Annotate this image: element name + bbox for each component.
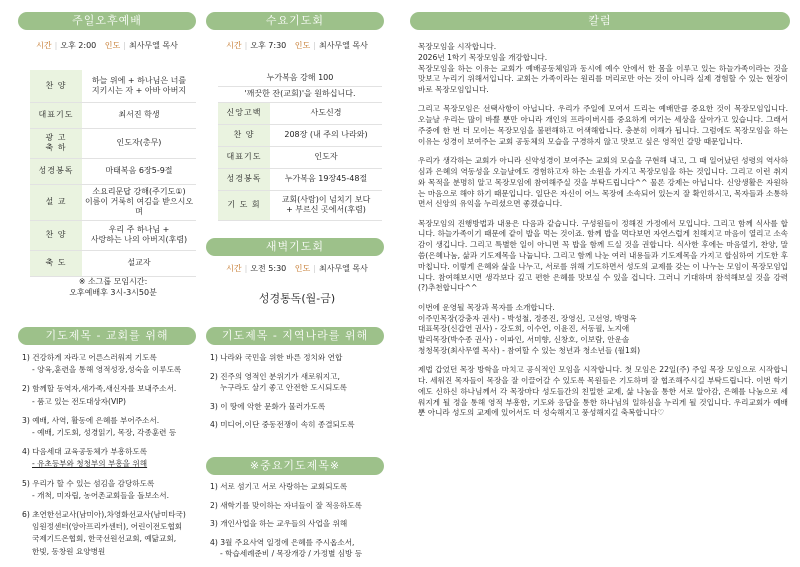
wednesday-row-value: 교회(사람)이 넘치기 보다 + 부르신 곳에서(후렴): [270, 190, 382, 220]
prayer-church-line: 5) 우리가 할 수 있는 섬김을 감당하도록: [22, 478, 155, 488]
wednesday-row-label: 찬 양: [218, 124, 270, 146]
prayer-main-item: [210, 518, 396, 530]
wednesday-row: [218, 102, 382, 124]
sunday-row-value: 소요리문답 강해(주기도①) 이름이 거룩히 여김을 받으시오며: [82, 184, 196, 220]
sunday-row: [30, 250, 196, 276]
wednesday-row: [218, 168, 382, 190]
sunday-header: 주일오후예배: [18, 12, 196, 30]
sunday-row: [30, 128, 196, 158]
prayer-church-line: 임원정센터(앙아프리카센터), 어린이전도협회: [32, 522, 183, 532]
dawn-header: 새벽기도회: [206, 238, 384, 256]
wednesday-row-label: 성경봉독: [218, 168, 270, 190]
sunday-row: [30, 184, 196, 220]
dawn-time-leader: 시간 | 오전 5:30 인도 | 최사무엘 목사: [226, 264, 368, 273]
prayer-church-line: 6) 초연한선교사(남미아),차영화선교사(남미타국): [22, 510, 186, 520]
prayer-main-header: ※중요기도제목※: [206, 457, 384, 475]
prayer-church-item: [22, 478, 210, 502]
wednesday-row-label: 기 도 회: [218, 190, 270, 220]
prayer-church-item: [22, 352, 210, 376]
wednesday-row-label: 신앙고백: [218, 102, 270, 124]
sunday-row-label: 광 고 축 하: [30, 128, 82, 158]
prayer-region-line: 누구라도 살기 좋고 안전한 도시되도록: [220, 383, 348, 392]
sunday-row-label: 축 도: [30, 250, 82, 276]
prayer-region-header: 기도제목 - 지역나라를 위해: [206, 327, 384, 345]
sunday-row-value: 마태복음 6장5-9절: [82, 158, 196, 184]
column-paragraph: 목장모임을 시작합니다. 2026년 1학기 목장모임을 개강합니다. 목장모임을 하는 이유는 교회가 예배공동체임과 동시에 예수 안에서 한 몸을 이루고 있는 하늘가족이라는 것을 맛보고 누리기 위해서입니다. 교회는 가족이라는 원리를 머리로만 아는 것이 아니라 실제 경험할 수 있는 현장이 바로 목장모임입니다.: [418, 42, 788, 95]
column-paragraph: 우리가 생각하는 교회가 아니라 신약성경이 보여주는 교회의 모습을 구현해 내고, 그 때 일어났던 성령의 역사하심과 은혜의 역동성을 오늘날에도 경험하고자 하는 소원을 가지고 목장모임을 하는 것입니다. 그리고 이런 취지와 목적을 분명히 알고 목장모임에 참여해주실 것을 부탁드립니다^^ 물론 강제는 아닙니다. 신앙생활은 자원하는 마음으로 해야 하기 때문입니다. 일단은 자신이 어느 목장에 소속되어 있는지 잘 확인하시고, 목자들과 소통하면서 신앙의 유익을 누리셨으면 좋겠습니다.: [418, 156, 788, 209]
sunday-row-label: 찬 양: [30, 70, 82, 102]
prayer-region-item: [210, 401, 396, 413]
prayer-church-item: [22, 415, 210, 439]
prayer-church-line: 국제기드온협회, 한국선원선교회, 예닮교회,: [32, 534, 177, 544]
sunday-row-label: 찬 양: [30, 220, 82, 250]
prayer-main-line: - 학습세례준비 / 목장개강 / 가정별 심방 등: [220, 549, 363, 558]
column-paragraph: 이번에 운영될 목장과 목자를 소개합니다. 이주민목장(강충자 권사) - 박성철, 정종진, 장영신, 고선영, 박명옥 대표목장(신갑연 권사) - 강도희, 이수연, 이윤진, 서동필, 노지애 발리목장(박수종 권사) - 이파인, 서미향, 신창호, 이보람, 안운솔 청청목장(최사무엘 목사) - 참여할 수 있는 청년과 청소년들 (월1회): [418, 302, 641, 355]
sunday-row: [30, 220, 196, 250]
sunday-order-table: [30, 70, 196, 277]
sunday-row: [30, 102, 196, 128]
prayer-region-line: 4) 미디어,이단 중동전쟁이 속히 종결되도록: [210, 420, 355, 429]
wednesday-time-leader: 시간 | 오후 7:30 인도 | 최사무엘 목사: [226, 41, 368, 50]
column-header: 칼럼: [410, 12, 790, 30]
prayer-main-line: 3) 개인사업을 하는 교우들의 사업을 위해: [210, 519, 348, 528]
prayer-main-line: 4) 3월 주요사역 일정에 은혜를 주시옵소서,: [210, 537, 355, 547]
wednesday-row: [218, 124, 382, 146]
sunday-time-leader: 시간 | 오후 2:00 인도 | 최사무엘 목사: [36, 41, 178, 50]
wednesday-row-value: 208장 (내 주의 나라와): [270, 124, 382, 146]
sunday-smallgroup-note: ※ 소그룹 모임시간: 오후예배후 3시-3시50분: [69, 277, 157, 297]
prayer-region-item: [210, 352, 396, 364]
prayer-church-line: - 개척, 미자립, 농어촌교회들을 돌보소서.: [32, 490, 170, 500]
prayer-main-item: [210, 481, 396, 493]
sunday-row-label: 설 교: [30, 184, 82, 220]
sunday-row-label: 성경봉독: [30, 158, 82, 184]
prayer-church-list: [22, 352, 210, 565]
sunday-row-value: 최서진 학생: [82, 102, 196, 128]
prayer-region-line: 1) 나라와 국민을 위한 바른 정치와 연합: [210, 353, 343, 362]
wednesday-reading-subtitle: '깨끗한 잔(교회)'을 원하십니다.: [218, 86, 382, 102]
sunday-row-value: 설교자: [82, 250, 196, 276]
prayer-church-header: 기도제목 - 교회를 위해: [18, 327, 196, 345]
dawn-content: 성경통독(월-금): [258, 292, 336, 305]
prayer-main-line: 1) 서로 섬기고 서로 사랑하는 교회되도록: [210, 482, 348, 491]
wednesday-row: [218, 190, 382, 220]
column-paragraph: 제법 갑었던 목장 방학을 마치고 공식적인 모임을 시작합니다. 첫 모임은 22일(주) 주일 목장 모임으로 시작합니다. 세워진 목자들이 목장을 잘 이끌어갈 수 있도록 목원들은 기도하며 잘 협조해주시길 부탁드립니다. 이번 학기에도 신하신 하나님께서 각 목장마다 성도들간의 친밀한 교제, 삶 나눔을 통한 서로 알아감, 은혜를 나눔으로 세워지게 될 정을 통해 영적 부흥함, 기도와 응답을 통한 하나님의 일하심을 누리게 될 것입니다. 우리교회가 예배뿐 아니라 성도의 교제에 있어서도 더 성숙해지고 풍성해지길 축복합니다♡: [418, 365, 788, 418]
prayer-region-line: 2) 진주의 영적인 분위기가 새로워지고,: [210, 371, 340, 381]
prayer-church-line: 4) 다음세대 교육공동체가 부흥하도록: [22, 447, 148, 457]
prayer-region-item: [210, 419, 396, 431]
prayer-region-line: 3) 이 땅에 악한 문화가 물러가도록: [210, 401, 326, 411]
wednesday-order-table: [218, 70, 382, 221]
prayer-church-line: 2) 함께할 동역자,새가족,새신자를 보내주소서.: [22, 384, 177, 394]
prayer-church-line: - 품고 있는 전도대상자(VIP): [32, 396, 126, 406]
sunday-row: [30, 70, 196, 102]
prayer-main-line: 2) 새학기를 맞이하는 자녀들이 잘 적응하도록: [210, 500, 362, 510]
prayer-region-item: [210, 371, 396, 394]
prayer-main-item: [210, 537, 396, 560]
prayer-church-line: - 양육,훈련을 통해 영적성장,성숙을 이루도록: [32, 365, 182, 375]
wednesday-row-label: 대표기도: [218, 146, 270, 168]
prayer-church-item: [22, 509, 210, 558]
sunday-row: [30, 158, 196, 184]
wednesday-row-value: 사도신경: [270, 102, 382, 124]
wednesday-reading-title: 누가복음 강해 100: [218, 70, 382, 86]
prayer-church-line: - 유초등부와 청청부의 부흥을 위해: [32, 459, 148, 469]
prayer-church-line: 1) 건강하게 자라고 어른스러워져 기도록: [22, 353, 157, 362]
sunday-row-value: 우리 주 하나님 + 사랑하는 나의 아버지(후렴): [82, 220, 196, 250]
sunday-row-value: 하늘 위에 + 하나님은 너를 지키시는 자 + 아바 아버지: [82, 70, 196, 102]
prayer-church-item: [22, 446, 210, 470]
prayer-main-list: [210, 481, 396, 567]
wednesday-row-value: 누가복음 19장45-48절: [270, 168, 382, 190]
wednesday-row-value: 인도자: [270, 146, 382, 168]
wednesday-row: [218, 146, 382, 168]
column-paragraph: 그리고 목장모임은 선택사항이 아닙니다. 우리가 주일에 모여서 드리는 예배만큼 중요한 것이 목장모임입니다. 오늘날 우리는 많이 바쁠 뿐만 아니라 개인의 프라이버시를 중요하게 여기는 세상을 살아가고 있습니다. 그래서 주중에 한 번 더 모이는 목장모임을 불편해하고 어색해합니다. 충분히 이해가 됩니다. 그럼에도 목장모임을 하는 이유는 성경이 보여주는 교회 공동체의 모습을 구경하지 않고 맛보고 싶은 영적인 갈망 때문입니다.: [418, 104, 788, 146]
prayer-church-item: [22, 383, 210, 407]
prayer-church-line: - 예배, 기도회, 성경읽기, 목장, 각종훈련 등: [32, 428, 177, 438]
prayer-main-item: [210, 500, 396, 512]
prayer-church-line: 3) 예배, 사역, 활동에 은혜를 부어주소서.: [22, 415, 160, 425]
column-body: [418, 42, 788, 428]
column-paragraph: 목장모임의 진행방법과 내용은 다음과 같습니다. 구성원들이 정해진 가정에서 모입니다. 그리고 함께 식사를 합니다. 하늘가족이기 때문에 같이 밥을 먹는 것이죠. 함께 밥을 먹다보면 자연스럽게 친해지고 마음이 열리고 소속감이 생깁니다. 그리고 특별한 일이 아니면 꼭 밥을 함께 드실 것을 권합니다. 식사한 후에는 마음열기, 찬양, 말씀(은혜나눔, 삶과 기도제목을 나눕니다. 그리고 함께 나눈 여러 내용들과 기도제목을 가지고 합심하여 기도한 후 마칩니다. 이렇게 은혜와 삶을 나누고, 서로를 위해 기도하면서 성도의 교제를 갖는 이 나누는 모임이 목장모임입니다. 참여해보시면 생각보다 깊고 편한 은혜를 맛보실 수 있을 겁니다. 그러니 기대하며 참석해보실 것을 강력(?)추천합니다^^: [418, 218, 788, 293]
prayer-region-list: [210, 352, 396, 438]
prayer-church-line: 한빛, 동창원 요양병원: [32, 546, 106, 556]
sunday-row-value: 인도자(총무): [82, 128, 196, 158]
wednesday-header: 수요기도회: [206, 12, 384, 30]
sunday-row-label: 대표기도: [30, 102, 82, 128]
